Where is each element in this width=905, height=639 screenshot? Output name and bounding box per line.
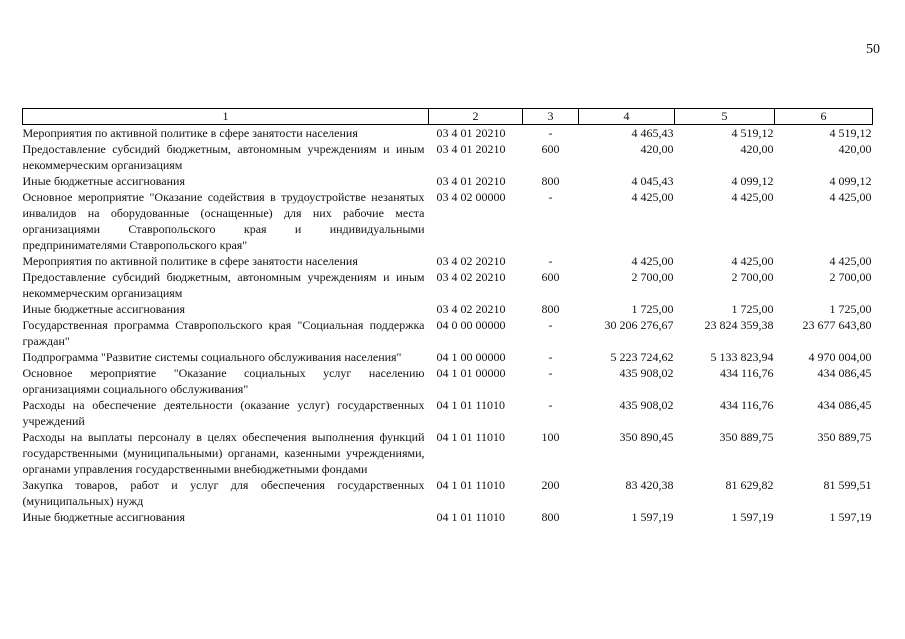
row-value-year-2: 420,00 — [740, 142, 774, 156]
row-value-year-2: 1 725,00 — [731, 302, 774, 316]
page-number: 50 — [866, 42, 880, 57]
row-expense-type: - — [548, 126, 553, 140]
row-expense-type: - — [548, 254, 553, 268]
row-name: Расходы на обеспечение деятельности (оказание услуг) государственных учреждений — [22, 398, 425, 428]
row-value-year-3: 420,00 — [838, 142, 872, 156]
column-header-year-3: 6 — [775, 109, 873, 125]
budget-table — [22, 108, 873, 525]
table-row — [23, 189, 873, 253]
row-name: Мероприятия по активной политике в сфере занятости населения — [22, 126, 358, 140]
row-value-year-3: 4 099,12 — [829, 174, 872, 188]
row-value-year-1: 2 700,00 — [631, 270, 674, 284]
table-row — [23, 301, 873, 317]
row-name: Предоставление субсидий бюджетным, автономным учреждениям и иным некоммерческим организациям — [22, 270, 425, 300]
row-expense-type: - — [548, 350, 553, 364]
row-name: Иные бюджетные ассигнования — [22, 302, 185, 316]
row-target-code: 03 4 02 20210 — [436, 302, 506, 316]
row-target-code: 04 1 01 11010 — [436, 430, 506, 444]
column-header-year-2: 5 — [675, 109, 775, 125]
row-value-year-3: 4 970 004,00 — [808, 350, 872, 364]
row-expense-type: 100 — [541, 430, 560, 444]
row-value-year-2: 2 700,00 — [731, 270, 774, 284]
table-row — [23, 349, 873, 365]
row-value-year-3: 350 889,75 — [817, 430, 872, 444]
row-value-year-1: 5 223 724,62 — [610, 350, 674, 364]
table-row — [23, 509, 873, 525]
row-target-code: 04 1 01 11010 — [436, 398, 506, 412]
row-value-year-2: 23 824 359,38 — [704, 318, 774, 332]
row-value-year-3: 23 677 643,80 — [802, 318, 872, 332]
row-value-year-2: 350 889,75 — [719, 430, 774, 444]
row-name: Основное мероприятие "Оказание социальных услуг населению организациями социального обслуживания" — [22, 366, 425, 396]
row-value-year-3: 4 425,00 — [829, 190, 872, 204]
row-name: Мероприятия по активной политике в сфере занятости населения — [22, 254, 358, 268]
row-value-year-1: 4 425,00 — [631, 190, 674, 204]
row-target-code: 03 4 02 20210 — [436, 254, 506, 268]
table-row — [23, 397, 873, 429]
row-expense-type: 800 — [541, 174, 560, 188]
row-target-code: 04 0 00 00000 — [436, 318, 506, 332]
row-name: Государственная программа Ставропольского края "Социальная поддержка граждан" — [22, 318, 425, 348]
column-header-name: 1 — [23, 109, 429, 125]
table-row — [23, 317, 873, 349]
row-expense-type: 800 — [541, 510, 560, 524]
row-target-code: 04 1 00 00000 — [436, 350, 506, 364]
row-name: Иные бюджетные ассигнования — [22, 510, 185, 524]
row-value-year-3: 1 725,00 — [829, 302, 872, 316]
table-row — [23, 429, 873, 477]
row-value-year-1: 30 206 276,67 — [604, 318, 674, 332]
table-row — [23, 125, 873, 142]
row-target-code: 04 1 01 11010 — [436, 478, 506, 492]
row-value-year-1: 435 908,02 — [619, 366, 674, 380]
row-name: Иные бюджетные ассигнования — [22, 174, 185, 188]
row-expense-type: 800 — [541, 302, 560, 316]
column-header-code: 2 — [429, 109, 523, 125]
row-value-year-2: 5 133 823,94 — [710, 350, 774, 364]
row-expense-type: 200 — [541, 478, 560, 492]
row-expense-type: 600 — [541, 270, 560, 284]
row-value-year-3: 1 597,19 — [829, 510, 872, 524]
column-header-expense-type: 3 — [523, 109, 579, 125]
row-value-year-1: 420,00 — [640, 142, 674, 156]
row-value-year-2: 4 425,00 — [731, 254, 774, 268]
row-value-year-3: 4 425,00 — [829, 254, 872, 268]
row-expense-type: - — [548, 366, 553, 380]
row-target-code: 03 4 01 20210 — [436, 142, 506, 156]
row-expense-type: - — [548, 398, 553, 412]
row-expense-type: - — [548, 190, 553, 204]
table-row — [23, 173, 873, 189]
row-target-code: 03 4 02 00000 — [436, 190, 506, 204]
row-name: Подпрограмма "Развитие системы социального обслуживания населения" — [22, 350, 402, 364]
table-row — [23, 269, 873, 301]
table-row — [23, 365, 873, 397]
row-value-year-3: 81 599,51 — [823, 478, 872, 492]
row-value-year-1: 83 420,38 — [625, 478, 674, 492]
row-value-year-1: 4 425,00 — [631, 254, 674, 268]
row-value-year-3: 434 086,45 — [817, 398, 872, 412]
row-name: Расходы на выплаты персоналу в целях обеспечения выполнения функций государственными (муниципальными) органами, казенными учреждениями, органами управления государственными внебюджетными фондами — [22, 430, 425, 476]
row-value-year-1: 435 908,02 — [619, 398, 674, 412]
row-value-year-2: 4 519,12 — [731, 126, 774, 140]
row-expense-type: 600 — [541, 142, 560, 156]
header-row — [23, 109, 873, 125]
row-value-year-2: 434 116,76 — [719, 366, 774, 380]
row-value-year-3: 4 519,12 — [829, 126, 872, 140]
column-header-year-1: 4 — [579, 109, 675, 125]
row-name: Основное мероприятие "Оказание содействия в трудоустройстве незанятых инвалидов на оборудованные (оснащенные) для них рабочие места организациями Ставропольского края и индивидуальными предпринимателями Ставропольского края" — [22, 190, 425, 252]
row-name: Предоставление субсидий бюджетным, автономным учреждениям и иным некоммерческим организациям — [22, 142, 425, 172]
row-value-year-1: 4 465,43 — [631, 126, 674, 140]
row-value-year-1: 350 890,45 — [619, 430, 674, 444]
row-value-year-1: 1 725,00 — [631, 302, 674, 316]
table-row — [23, 141, 873, 173]
row-value-year-3: 2 700,00 — [829, 270, 872, 284]
row-target-code: 03 4 01 20210 — [436, 126, 506, 140]
row-value-year-2: 434 116,76 — [719, 398, 774, 412]
row-target-code: 04 1 01 00000 — [436, 366, 506, 380]
row-value-year-2: 4 425,00 — [731, 190, 774, 204]
row-target-code: 03 4 02 20210 — [436, 270, 506, 284]
row-value-year-3: 434 086,45 — [817, 366, 872, 380]
row-value-year-2: 1 597,19 — [731, 510, 774, 524]
table-header — [23, 109, 873, 125]
table-body — [23, 125, 873, 526]
row-expense-type: - — [548, 318, 553, 332]
row-name: Закупка товаров, работ и услуг для обеспечения государственных (муниципальных) нужд — [22, 478, 425, 508]
table-row — [23, 477, 873, 509]
row-target-code: 04 1 01 11010 — [436, 510, 506, 524]
row-value-year-2: 4 099,12 — [731, 174, 774, 188]
row-value-year-1: 4 045,43 — [631, 174, 674, 188]
row-value-year-2: 81 629,82 — [725, 478, 774, 492]
row-target-code: 03 4 01 20210 — [436, 174, 506, 188]
table-row — [23, 253, 873, 269]
row-value-year-1: 1 597,19 — [631, 510, 674, 524]
